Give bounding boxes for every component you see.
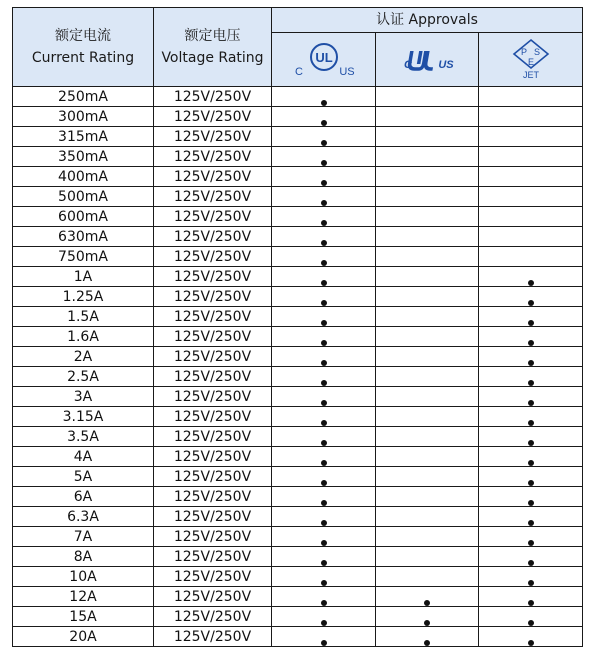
table-row: [13, 347, 583, 367]
cul-approval-cell: [272, 247, 376, 267]
approval-dot-icon: [528, 480, 534, 486]
pse-approval-cell: [479, 107, 583, 127]
pse-approval-cell: [479, 327, 583, 347]
approval-dot-icon: [321, 280, 327, 286]
current-rating-cell: 3.5A: [13, 427, 154, 447]
approval-dot-icon: [321, 620, 327, 626]
pse-approval-cell: [479, 187, 583, 207]
approval-dot-icon: [424, 600, 430, 606]
approval-dot-icon: [321, 240, 327, 246]
cul-approval-cell: [272, 407, 376, 427]
voltage-rating-cell: 125V/250V: [154, 267, 272, 287]
table-row: [13, 127, 583, 147]
voltage-rating-cell: 125V/250V: [154, 527, 272, 547]
approval-dot-icon: [528, 580, 534, 586]
cul-approval-cell: [272, 167, 376, 187]
current-rating-header-en: Current Rating: [31, 50, 135, 66]
cul-approval-cell: [272, 147, 376, 167]
cul-approval-cell: [272, 387, 376, 407]
pse-approval-cell: [479, 127, 583, 147]
approval-dot-icon: [321, 580, 327, 586]
cru-logo-us-text: US: [438, 59, 454, 72]
table-row: [13, 387, 583, 407]
cru-approval-cell: [376, 287, 479, 307]
table-row: [13, 607, 583, 627]
cul-approval-cell: [272, 227, 376, 247]
cru-logo-c-text: C: [404, 59, 412, 72]
approval-dot-icon: [321, 440, 327, 446]
cru-approval-cell: [376, 587, 479, 607]
cul-approval-cell: [272, 467, 376, 487]
voltage-rating-cell: 125V/250V: [154, 207, 272, 227]
table-row: [13, 447, 583, 467]
pse-approval-cell: [479, 447, 583, 467]
voltage-rating-cell: 125V/250V: [154, 567, 272, 587]
voltage-rating-cell: 125V/250V: [154, 127, 272, 147]
current-rating-cell: 10A: [13, 567, 154, 587]
approval-dot-icon: [321, 360, 327, 366]
pse-logo-jet-text: JET: [522, 70, 539, 81]
cul-approval-cell: [272, 587, 376, 607]
approval-dot-icon: [321, 400, 327, 406]
table-body: [13, 87, 583, 647]
cul-approval-cell: [272, 127, 376, 147]
approval-dot-icon: [321, 640, 327, 646]
table-row: [13, 467, 583, 487]
approval-dot-icon: [424, 620, 430, 626]
pse-approval-cell: [479, 587, 583, 607]
cru-approval-cell: [376, 407, 479, 427]
approval-dot-icon: [424, 640, 430, 646]
table-row: [13, 407, 583, 427]
cru-approval-cell: [376, 387, 479, 407]
current-rating-cell: 6A: [13, 487, 154, 507]
cul-approval-cell: [272, 367, 376, 387]
approval-dot-icon: [321, 120, 327, 126]
current-rating-cell: 400mA: [13, 167, 154, 187]
cru-approval-cell: [376, 127, 479, 147]
voltage-rating-cell: 125V/250V: [154, 187, 272, 207]
approval-dot-icon: [321, 320, 327, 326]
cru-approval-cell: [376, 507, 479, 527]
pse-approval-cell: [479, 307, 583, 327]
pse-approval-cell: [479, 427, 583, 447]
table-row: [13, 167, 583, 187]
spec-table-container: [12, 7, 582, 647]
table-row: [13, 627, 583, 647]
cru-approval-cell: [376, 167, 479, 187]
approval-dot-icon: [528, 500, 534, 506]
current-rating-cell: 1A: [13, 267, 154, 287]
pse-approval-cell: [479, 507, 583, 527]
approval-dot-icon: [528, 560, 534, 566]
approval-dot-icon: [321, 480, 327, 486]
voltage-rating-cell: 125V/250V: [154, 547, 272, 567]
pse-approval-cell: [479, 227, 583, 247]
approval-dot-icon: [321, 560, 327, 566]
approval-dot-icon: [321, 520, 327, 526]
cru-logo-header: [376, 32, 479, 86]
approval-dot-icon: [321, 220, 327, 226]
cul-logo-us-text: US: [338, 66, 355, 79]
current-rating-cell: 20A: [13, 627, 154, 647]
voltage-rating-cell: 125V/250V: [154, 227, 272, 247]
current-rating-cell: 6.3A: [13, 507, 154, 527]
cul-us-logo-icon: [289, 39, 359, 79]
current-rating-cell: 1.5A: [13, 307, 154, 327]
approval-dot-icon: [321, 380, 327, 386]
pse-approval-cell: [479, 467, 583, 487]
table-row: [13, 507, 583, 527]
cul-logo-ul-text: UL: [314, 50, 333, 66]
current-rating-cell: 250mA: [13, 87, 154, 107]
cul-approval-cell: [272, 487, 376, 507]
current-rating-cell: 2A: [13, 347, 154, 367]
cru-approval-cell: [376, 527, 479, 547]
cul-approval-cell: [272, 567, 376, 587]
cul-approval-cell: [272, 627, 376, 647]
cru-approval-cell: [376, 427, 479, 447]
pse-approval-cell: [479, 87, 583, 107]
pse-logo-p-text: P: [520, 47, 527, 58]
table-row: [13, 427, 583, 447]
current-rating-cell: 600mA: [13, 207, 154, 227]
voltage-rating-cell: 125V/250V: [154, 107, 272, 127]
cul-logo-c-text: C: [294, 66, 303, 79]
voltage-rating-cell: 125V/250V: [154, 387, 272, 407]
voltage-rating-cell: 125V/250V: [154, 467, 272, 487]
current-rating-cell: 500mA: [13, 187, 154, 207]
table-row: [13, 267, 583, 287]
pse-approval-cell: [479, 527, 583, 547]
voltage-rating-cell: 125V/250V: [154, 347, 272, 367]
table-row: [13, 207, 583, 227]
cul-approval-cell: [272, 427, 376, 447]
voltage-rating-cell: 125V/250V: [154, 487, 272, 507]
approval-dot-icon: [321, 460, 327, 466]
approval-dot-icon: [321, 500, 327, 506]
cru-approval-cell: [376, 87, 479, 107]
pse-approval-cell: [479, 247, 583, 267]
cru-approval-cell: [376, 327, 479, 347]
table-row: [13, 227, 583, 247]
approval-dot-icon: [528, 540, 534, 546]
pse-approval-cell: [479, 167, 583, 187]
pse-approval-cell: [479, 607, 583, 627]
pse-approval-cell: [479, 627, 583, 647]
voltage-rating-cell: 125V/250V: [154, 287, 272, 307]
approval-dot-icon: [321, 340, 327, 346]
voltage-rating-cell: 125V/250V: [154, 87, 272, 107]
voltage-rating-header-cn: 额定电压: [184, 28, 241, 44]
voltage-rating-cell: 125V/250V: [154, 327, 272, 347]
cru-approval-cell: [376, 547, 479, 567]
approval-dot-icon: [321, 260, 327, 266]
voltage-rating-cell: 125V/250V: [154, 427, 272, 447]
cru-approval-cell: [376, 347, 479, 367]
table-row: [13, 527, 583, 547]
table-row: [13, 487, 583, 507]
voltage-rating-cell: 125V/250V: [154, 607, 272, 627]
voltage-rating-cell: 125V/250V: [154, 507, 272, 527]
approval-dot-icon: [321, 300, 327, 306]
pse-approval-cell: [479, 567, 583, 587]
approval-dot-icon: [321, 200, 327, 206]
table-row: [13, 547, 583, 567]
pse-approval-cell: [479, 147, 583, 167]
voltage-rating-cell: 125V/250V: [154, 627, 272, 647]
voltage-rating-cell: 125V/250V: [154, 407, 272, 427]
table-row: [13, 107, 583, 127]
cru-approval-cell: [376, 247, 479, 267]
current-rating-cell: 3A: [13, 387, 154, 407]
approval-dot-icon: [528, 460, 534, 466]
cul-approval-cell: [272, 327, 376, 347]
approval-dot-icon: [528, 320, 534, 326]
current-rating-cell: 750mA: [13, 247, 154, 267]
table-row: [13, 87, 583, 107]
approvals-header: 认证 Approvals: [272, 8, 583, 33]
approval-dot-icon: [321, 140, 327, 146]
cru-approval-cell: [376, 467, 479, 487]
approval-dot-icon: [528, 440, 534, 446]
pse-approval-cell: [479, 487, 583, 507]
pse-logo-e-text: E: [527, 57, 534, 68]
cru-approval-cell: [376, 207, 479, 227]
current-rating-cell: 1.6A: [13, 327, 154, 347]
rating-approval-table: [12, 7, 583, 647]
approval-dot-icon: [321, 180, 327, 186]
voltage-rating-cell: 125V/250V: [154, 147, 272, 167]
current-rating-cell: 350mA: [13, 147, 154, 167]
pse-jet-logo-icon: [496, 38, 566, 80]
pse-logo-header: [479, 32, 583, 86]
approval-dot-icon: [528, 360, 534, 366]
pse-logo-s-text: S: [533, 47, 540, 58]
current-rating-cell: 7A: [13, 527, 154, 547]
current-rating-cell: 8A: [13, 547, 154, 567]
cul-approval-cell: [272, 107, 376, 127]
cru-approval-cell: [376, 187, 479, 207]
cru-approval-cell: [376, 627, 479, 647]
current-rating-cell: 3.15A: [13, 407, 154, 427]
approval-dot-icon: [528, 300, 534, 306]
approval-dot-icon: [528, 640, 534, 646]
table-row: [13, 147, 583, 167]
current-rating-cell: 315mA: [13, 127, 154, 147]
current-rating-cell: 300mA: [13, 107, 154, 127]
table-row: [13, 327, 583, 347]
current-rating-cell: 1.25A: [13, 287, 154, 307]
current-rating-header: [13, 8, 154, 87]
pse-approval-cell: [479, 287, 583, 307]
cru-approval-cell: [376, 487, 479, 507]
cru-approval-cell: [376, 367, 479, 387]
cru-us-recognized-logo-icon: [392, 39, 462, 79]
current-rating-cell: 4A: [13, 447, 154, 467]
voltage-rating-cell: 125V/250V: [154, 167, 272, 187]
current-rating-cell: 15A: [13, 607, 154, 627]
voltage-rating-cell: 125V/250V: [154, 587, 272, 607]
pse-approval-cell: [479, 547, 583, 567]
table-row: [13, 367, 583, 387]
table-row: [13, 307, 583, 327]
approval-dot-icon: [321, 160, 327, 166]
cul-approval-cell: [272, 207, 376, 227]
cul-approval-cell: [272, 267, 376, 287]
approval-dot-icon: [321, 600, 327, 606]
pse-approval-cell: [479, 387, 583, 407]
cul-approval-cell: [272, 447, 376, 467]
voltage-rating-header-en: Voltage Rating: [161, 50, 264, 66]
current-rating-cell: 630mA: [13, 227, 154, 247]
table-row: [13, 247, 583, 267]
approval-dot-icon: [321, 540, 327, 546]
cul-approval-cell: [272, 287, 376, 307]
cru-approval-cell: [376, 107, 479, 127]
table-row: [13, 567, 583, 587]
approval-dot-icon: [528, 420, 534, 426]
approval-dot-icon: [528, 380, 534, 386]
approval-dot-icon: [528, 520, 534, 526]
cru-approval-cell: [376, 447, 479, 467]
cru-approval-cell: [376, 147, 479, 167]
cru-approval-cell: [376, 227, 479, 247]
pse-approval-cell: [479, 207, 583, 227]
cul-approval-cell: [272, 307, 376, 327]
voltage-rating-cell: 125V/250V: [154, 447, 272, 467]
cul-approval-cell: [272, 547, 376, 567]
approval-dot-icon: [528, 340, 534, 346]
table-row: [13, 587, 583, 607]
pse-approval-cell: [479, 407, 583, 427]
voltage-rating-cell: 125V/250V: [154, 367, 272, 387]
current-rating-cell: 5A: [13, 467, 154, 487]
voltage-rating-header: [154, 8, 272, 87]
approval-dot-icon: [321, 100, 327, 106]
approval-dot-icon: [321, 420, 327, 426]
cul-approval-cell: [272, 347, 376, 367]
cru-approval-cell: [376, 607, 479, 627]
approval-dot-icon: [528, 620, 534, 626]
table-row: [13, 287, 583, 307]
cul-approval-cell: [272, 87, 376, 107]
voltage-rating-cell: 125V/250V: [154, 307, 272, 327]
cul-logo-header: [272, 32, 376, 86]
approval-dot-icon: [528, 600, 534, 606]
current-rating-header-cn: 额定电流: [55, 28, 111, 44]
cru-approval-cell: [376, 307, 479, 327]
approval-dot-icon: [528, 400, 534, 406]
current-rating-cell: 2.5A: [13, 367, 154, 387]
cul-approval-cell: [272, 527, 376, 547]
pse-approval-cell: [479, 347, 583, 367]
cul-approval-cell: [272, 507, 376, 527]
cul-approval-cell: [272, 187, 376, 207]
table-row: [13, 187, 583, 207]
pse-approval-cell: [479, 367, 583, 387]
pse-approval-cell: [479, 267, 583, 287]
voltage-rating-cell: 125V/250V: [154, 247, 272, 267]
current-rating-cell: 12A: [13, 587, 154, 607]
cul-approval-cell: [272, 607, 376, 627]
cru-approval-cell: [376, 567, 479, 587]
approval-dot-icon: [528, 280, 534, 286]
cru-approval-cell: [376, 267, 479, 287]
